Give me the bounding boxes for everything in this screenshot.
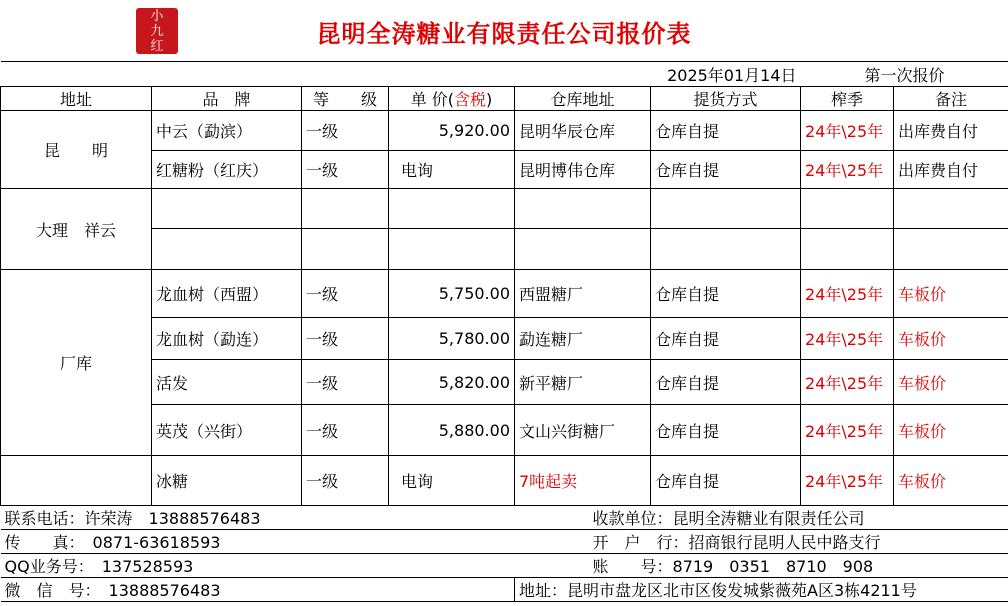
footer-qq: QQ业务号： 137528593: [1, 554, 515, 578]
brand-cell: 龙血树（勐连）: [152, 318, 302, 360]
warehouse-cell: 西盟糖厂: [515, 270, 651, 318]
col-warehouse: 仓库地址: [515, 87, 651, 111]
delivery-cell: 仓库自提: [651, 456, 801, 506]
footer-wechat: 微 信 号： 13888576483: [1, 578, 515, 602]
table-row: [1, 360, 1008, 405]
quote-date: 2025年01月14日: [651, 62, 801, 87]
page-title: 昆明全涛糖业有限责任公司报价表: [316, 20, 692, 48]
table-row: [1, 151, 1008, 189]
col-season: 榨季: [801, 87, 894, 111]
col-delivery: 提货方式: [651, 87, 801, 111]
footer-row: [1, 554, 1008, 578]
delivery-cell: 仓库自提: [651, 270, 801, 318]
season-cell: 24年\25年: [801, 270, 894, 318]
warehouse-cell: 昆明华辰仓库: [515, 111, 651, 151]
footer-row: [1, 578, 1008, 602]
col-remark: 备注: [894, 87, 1008, 111]
table-row: [1, 456, 1008, 506]
footer-bank: 开 户 行：招商银行昆明人民中路支行: [515, 530, 1008, 554]
brand-cell: 中云（勐滨）: [152, 111, 302, 151]
quote-round: 第一次报价: [801, 62, 1008, 87]
table-row: [1, 189, 1008, 229]
col-price: 单 价(含税): [389, 87, 515, 111]
warehouse-cell: 文山兴街糖厂: [515, 405, 651, 456]
season-cell: 24年\25年: [801, 151, 894, 189]
remark-cell: 车板价: [894, 360, 1008, 405]
footer-row: [1, 530, 1008, 554]
remark-cell: 车板价: [894, 270, 1008, 318]
footer-row: [1, 506, 1008, 530]
season-cell: 24年\25年: [801, 456, 894, 506]
delivery-cell: 仓库自提: [651, 360, 801, 405]
brand-cell: 红糖粉（红庆）: [152, 151, 302, 189]
table-row: [1, 405, 1008, 456]
group-factory: 厂库: [1, 270, 152, 456]
remark-cell: 车板价: [894, 456, 1008, 506]
price-cell: 5,780.00: [389, 318, 515, 360]
remark-cell: 出库费自付: [894, 151, 1008, 189]
title-area: [0, 0, 1008, 61]
table-header-row: [1, 87, 1008, 111]
delivery-cell: 仓库自提: [651, 111, 801, 151]
date-row: [1, 62, 1008, 87]
price-cell: 5,920.00: [389, 111, 515, 151]
group-dali: 大理 祥云: [1, 189, 152, 270]
price-cell: 5,880.00: [389, 405, 515, 456]
group-kunming: 昆 明: [1, 111, 152, 189]
delivery-cell: 仓库自提: [651, 405, 801, 456]
brand-cell: 活发: [152, 360, 302, 405]
company-logo: 小 九 红: [136, 8, 178, 54]
table-row: [1, 318, 1008, 360]
remark-cell: 车板价: [894, 318, 1008, 360]
warehouse-cell: 勐连糖厂: [515, 318, 651, 360]
delivery-cell: 仓库自提: [651, 318, 801, 360]
brand-cell: 龙血树（西盟）: [152, 270, 302, 318]
price-cell: 5,750.00: [389, 270, 515, 318]
footer-address: 地址：昆明市盘龙区北市区俊发城紫薇苑A区3栋4211号: [515, 578, 1008, 602]
grade-cell: 一级: [302, 456, 389, 506]
warehouse-cell: 7吨起卖: [515, 456, 651, 506]
remark-cell: 车板价: [894, 405, 1008, 456]
table-row: [1, 229, 1008, 270]
price-cell: 电询: [389, 151, 515, 189]
season-cell: 24年\25年: [801, 360, 894, 405]
grade-cell: 一级: [302, 151, 389, 189]
grade-cell: 一级: [302, 111, 389, 151]
footer-account: 账 号：8719 0351 8710 908: [515, 554, 1008, 578]
table-row: [1, 270, 1008, 318]
footer-phone: 联系电话：许荣涛 13888576483: [1, 506, 515, 530]
season-cell: 24年\25年: [801, 111, 894, 151]
warehouse-cell: 昆明博伟仓库: [515, 151, 651, 189]
grade-cell: 一级: [302, 405, 389, 456]
price-table: [0, 61, 1008, 602]
grade-cell: 一级: [302, 318, 389, 360]
footer-fax: 传 真： 0871-63618593: [1, 530, 515, 554]
brand-cell: 冰糖: [152, 456, 302, 506]
delivery-cell: 仓库自提: [651, 151, 801, 189]
warehouse-cell: 新平糖厂: [515, 360, 651, 405]
price-cell: 5,820.00: [389, 360, 515, 405]
price-cell: 电询: [389, 456, 515, 506]
footer-payee: 收款单位：昆明全涛糖业有限责任公司: [515, 506, 1008, 530]
grade-cell: 一级: [302, 360, 389, 405]
season-cell: 24年\25年: [801, 318, 894, 360]
season-cell: 24年\25年: [801, 405, 894, 456]
col-location: 地址: [1, 87, 152, 111]
col-grade: 等 级: [302, 87, 389, 111]
remark-cell: 出库费自付: [894, 111, 1008, 151]
brand-cell: 英茂（兴街）: [152, 405, 302, 456]
table-row: [1, 111, 1008, 151]
col-brand: 品 牌: [152, 87, 302, 111]
grade-cell: 一级: [302, 270, 389, 318]
